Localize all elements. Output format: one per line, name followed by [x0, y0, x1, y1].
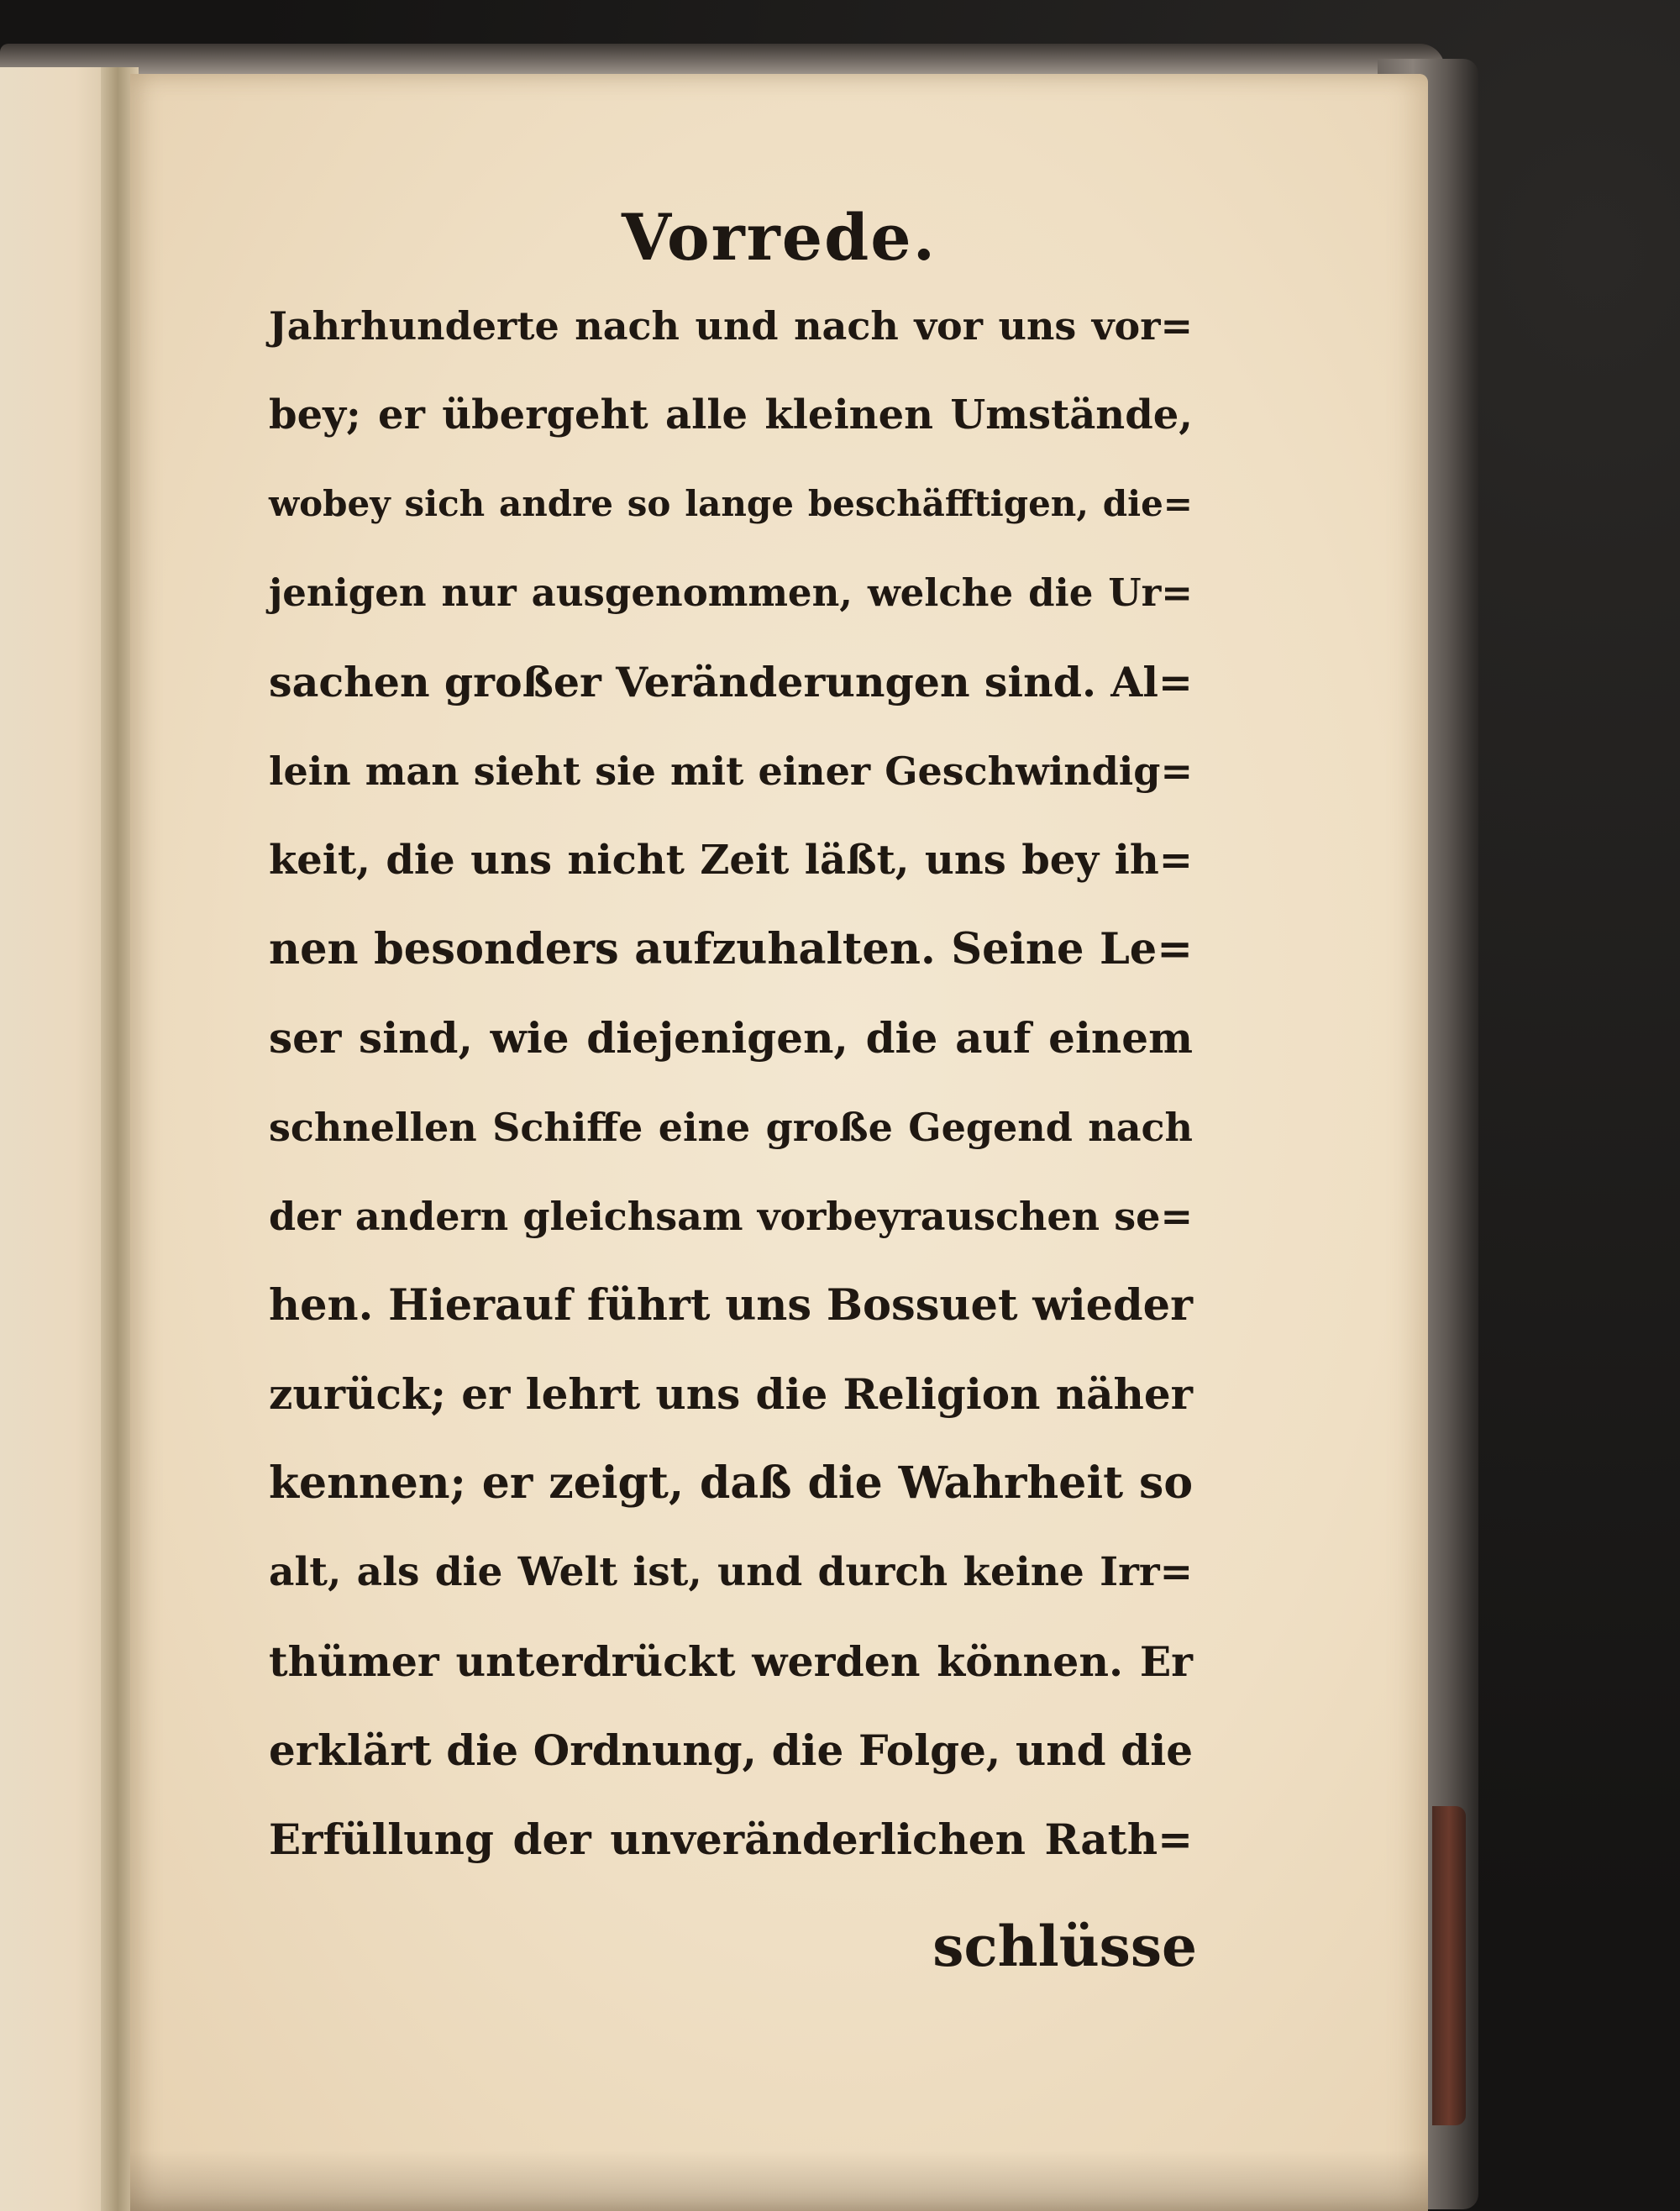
text-line: jenigen nur ausgenommen, welche die Ur=: [269, 570, 1193, 615]
text-line: schnellen Schiffe eine große Gegend nach: [269, 1105, 1193, 1150]
body-text: [269, 281, 1193, 1884]
book-cover-edge-lower: [1432, 1806, 1466, 2125]
book-cover-top: [0, 44, 1445, 77]
text-line: lein man sieht sie mit einer Geschwindig=: [269, 748, 1193, 794]
text-line: kennen; er zeigt, daß die Wahrheit so: [269, 1457, 1193, 1509]
text-line: Jahrhunderte nach und nach vor uns vor=: [269, 303, 1193, 349]
text-line: nen besonders aufzuhalten. Seine Le=: [269, 924, 1193, 974]
text-line: keit, die uns nicht Zeit läßt, uns bey ih=: [269, 837, 1193, 884]
text-line: thümer unterdrückt werden können. Er: [269, 1637, 1193, 1686]
text-line: bey; er übergeht alle kleinen Umstände,: [269, 391, 1193, 439]
page-header: Vorrede.: [621, 200, 937, 275]
book-page: [130, 74, 1428, 2211]
text-line: sachen großer Veränderungen sind. Al=: [269, 658, 1193, 706]
text-line: ser sind, wie diejenigen, die auf einem: [269, 1013, 1193, 1063]
text-line: hen. Hierauf führt uns Bossuet wieder: [269, 1280, 1193, 1331]
text-line: wobey sich andre so lange beschäfftigen, die=: [269, 483, 1193, 524]
text-line: Erfüllung der unveränderlichen Rath=: [269, 1814, 1193, 1864]
text-line: alt, als die Welt ist, und durch keine Irr=: [269, 1549, 1193, 1595]
text-line: erklärt die Ordnung, die Folge, und die: [269, 1725, 1193, 1775]
text-line: der andern gleichsam vorbeyrauschen se=: [269, 1194, 1193, 1239]
page-bottom-shadow: [130, 2151, 1428, 2211]
catchword: schlüsse: [932, 1914, 1197, 1979]
text-line: zurück; er lehrt uns die Religion näher: [269, 1369, 1193, 1419]
